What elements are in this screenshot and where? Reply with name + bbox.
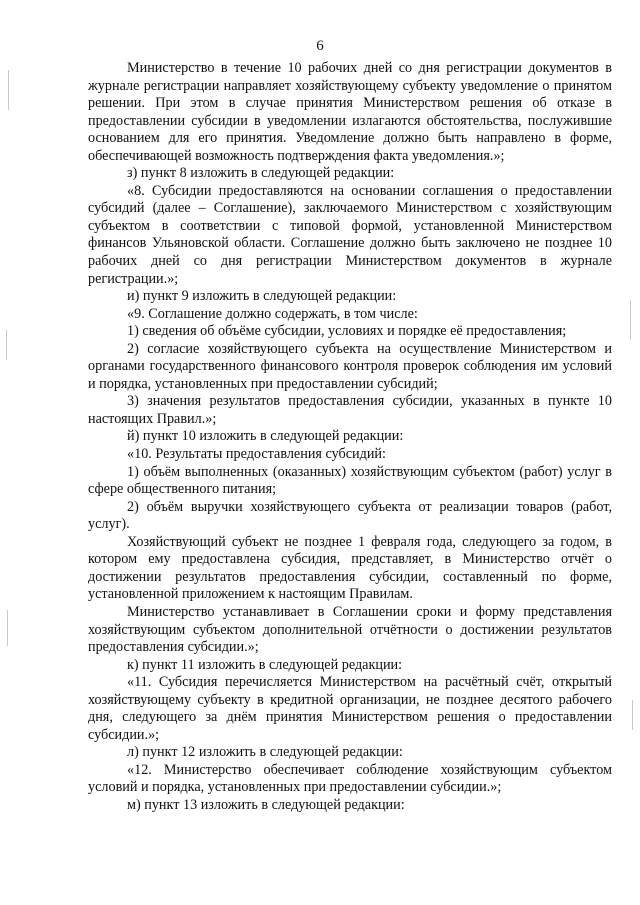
body-paragraph: и) пункт 9 изложить в следующей редакции: [127,288,397,305]
body-paragraph: 2) согласие хозяйствующего субъекта на осуществление Министерством и органами государственного финансового контроля проверок соблюдения им условий и порядка, установленных при предоставлении субсидий; [88,340,612,392]
body-paragraph: к) пункт 11 изложить в следующей редакции: [127,656,403,673]
body-paragraph: «9. Соглашение должно содержать, в том числе: [127,305,418,322]
body-paragraph: л) пункт 12 изложить в следующей редакции: [127,744,403,761]
body-paragraph: «10. Результаты предоставления субсидий: [127,446,386,463]
scan-margin-mark [6,330,7,360]
body-paragraph: Хозяйствующий субъект не позднее 1 февраля года, следующего за годом, в котором ему предоставлена субсидия, представляет, в Министерство отчёт о достижении результатов предоставления субсидии, составленный по форме, установленной приложением к настоящим Правилам. [88,533,612,603]
body-paragraph: 1) сведения об объёме субсидии, условиях и порядке её предоставления; [127,323,567,340]
body-paragraph: 3) значения результатов предоставления субсидии, указанных в пункте 10 настоящих Правил.»; [88,393,612,427]
body-paragraph: «11. Субсидия перечисляется Министерством на расчётный счёт, открытый хозяйствующему субъекту в кредитной организации, не позднее десятого рабочего дня, следующего за днём принятия Министерством решения о предоставлении субсидии.»; [88,674,612,743]
scan-margin-mark [7,610,8,646]
body-paragraph: Министерство устанавливает в Соглашении сроки и форму представления хозяйствующим субъектом дополнительной отчётности о достижении результатов предоставления субсидии.»; [88,603,612,656]
body-paragraph: з) пункт 8 изложить в следующей редакции: [127,165,395,182]
body-paragraph: 1) объём выполненных (оказанных) хозяйствующим субъектом (работ) услуг в сфере общественного питания; [88,463,612,498]
body-paragraph: «12. Министерство обеспечивает соблюдение хозяйствующим субъектом условий и порядка, установленных при предоставлении субсидии.»; [88,761,612,796]
page-number: 6 [316,38,324,54]
body-paragraph: Министерство в течение 10 рабочих дней со дня регистрации документов в журнале регистрации направляет хозяйствующему субъекту уведомление о принятом решении. При этом в случае принятия Министерством решения об отказе в предоставлении субсидии в уведомлении излагаются обстоятельства, послужившие основанием для его принятия. Уведомление должно быть направлено в форме, обеспечивающей возможность подтверждения факта уведомления.»; [88,60,612,164]
scan-margin-mark [630,300,631,340]
scan-margin-mark [8,70,9,110]
body-paragraph: 2) объём выручки хозяйствующего субъекта от реализации товаров (работ, услуг). [88,498,612,533]
body-paragraph: й) пункт 10 изложить в следующей редакции: [127,428,404,445]
body-paragraph: «8. Субсидии предоставляются на основании соглашения о предоставлении субсидий (далее – Соглашение), заключаемого Министерством с хозяйствующим субъектом в соответствии с типовой формой, установленной Министерством финансов Ульяновской области. Соглашение должно быть заключено не позднее 10 рабочих дней со дня регистрации Министерством документов в журнале регистрации.»; [88,182,612,287]
body-paragraph: м) пункт 13 изложить в следующей редакции: [127,796,405,813]
document-body [88,60,612,815]
scan-margin-mark [632,700,633,730]
